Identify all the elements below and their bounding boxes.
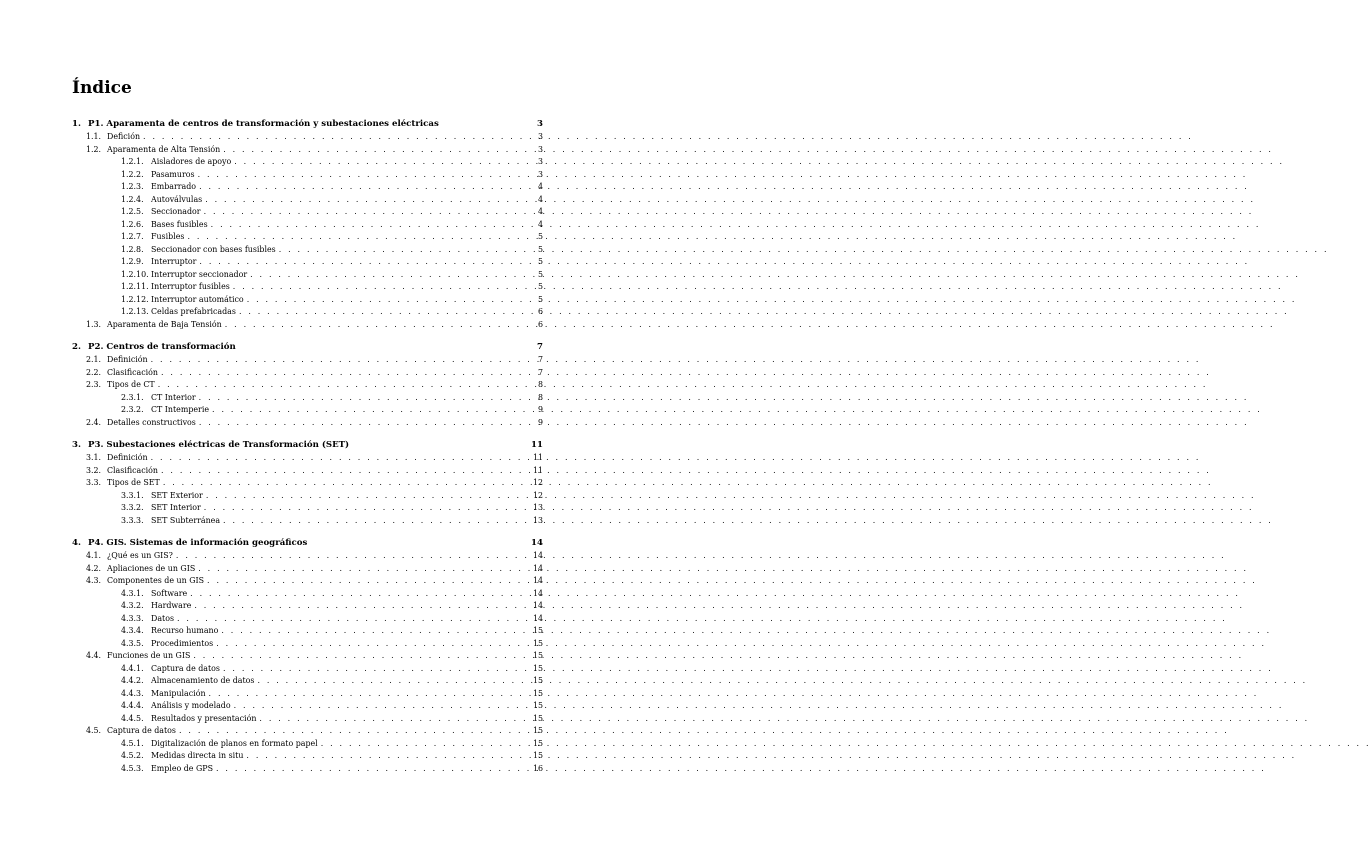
entry-page: 15 <box>532 638 543 648</box>
toc-subsubsection[interactable] <box>72 515 543 528</box>
entry-number: 2.4. <box>86 417 102 427</box>
dot-leader <box>195 563 525 576</box>
entry-number: 2.1. <box>86 355 102 364</box>
entry-page: 5 <box>537 244 543 254</box>
toc-subsubsection[interactable] <box>72 613 543 626</box>
dot-leader <box>231 700 525 713</box>
entry-page: 5 <box>537 257 543 266</box>
toc-subsection[interactable] <box>72 367 543 380</box>
toc-subsubsection[interactable] <box>72 713 543 726</box>
entry-number: 4.3.4. <box>121 626 144 635</box>
dot-leader <box>155 379 525 392</box>
entry-page: 15 <box>532 726 543 735</box>
entry-number: 4.4. <box>86 651 102 660</box>
entry-title: Almacenamiento de datos <box>151 676 255 685</box>
entry-title: Captura de datos <box>151 663 220 673</box>
dot-leader <box>160 477 525 490</box>
toc-subsubsection[interactable] <box>72 625 543 638</box>
dot-leader <box>174 613 525 626</box>
entry-page: 3 <box>537 132 543 141</box>
entry-page: 7 <box>537 355 543 364</box>
entry-page: 5 <box>537 294 543 304</box>
dot-leader <box>222 319 525 332</box>
entry-number: 1.2.9. <box>121 257 144 266</box>
document-page <box>0 0 600 848</box>
dot-leader <box>244 294 525 307</box>
entry-number: 4.4.2. <box>121 676 144 685</box>
entry-number: 2.3. <box>86 380 102 389</box>
entry-title: Manipulación <box>151 688 206 698</box>
entry-number: 4.3. <box>86 576 102 585</box>
entry-page: 3 <box>537 119 543 129</box>
entry-title: Tipos de SET <box>107 478 160 487</box>
entry-page: 13 <box>532 503 543 512</box>
entry-page: 15 <box>532 676 543 685</box>
entry-page: 5 <box>537 232 543 241</box>
entry-page: 3 <box>537 144 543 154</box>
entry-number: 4.4.4. <box>121 701 144 710</box>
toc-subsection[interactable] <box>72 563 543 576</box>
table-of-contents <box>72 118 543 775</box>
toc-subsubsection[interactable] <box>72 404 543 417</box>
entry-number: 4.5.1. <box>121 738 144 748</box>
entry-number: 2.2. <box>86 367 102 377</box>
toc-subsubsection[interactable] <box>72 231 543 244</box>
entry-number: 4.3.5. <box>121 638 144 648</box>
toc-subsection[interactable] <box>72 417 543 430</box>
entry-number: 1.2.2. <box>121 169 144 179</box>
entry-title: Detalles constructivos <box>107 417 196 427</box>
dot-leader <box>184 231 525 244</box>
entry-title: Interruptor fusibles <box>151 282 230 291</box>
entry-page: 9 <box>537 405 543 414</box>
entry-number: 1.2. <box>86 144 102 154</box>
dot-leader <box>213 763 525 776</box>
entry-number: 1.2.5. <box>121 207 144 216</box>
entry-page: 15 <box>532 701 543 710</box>
entry-title: Interruptor seccionador <box>151 269 248 279</box>
entry-title: Fusibles <box>151 232 185 241</box>
entry-page: 14 <box>532 563 543 573</box>
entry-title: Embarrado <box>151 182 197 191</box>
dot-leader <box>196 181 525 194</box>
dot-leader <box>190 650 525 663</box>
entry-number: 1.2.6. <box>121 219 144 229</box>
dot-leader <box>220 663 525 676</box>
dot-leader <box>158 465 525 478</box>
entry-number: 3. <box>72 440 81 450</box>
page-title: Índice <box>72 78 132 98</box>
entry-title: Apliaciones de un GIS <box>107 563 196 573</box>
entry-title: CT Intemperie <box>151 405 210 414</box>
entry-title: Funciones de un GIS <box>107 651 191 660</box>
dot-leader <box>140 131 525 144</box>
toc-subsubsection[interactable] <box>72 700 543 713</box>
dot-leader <box>247 269 525 282</box>
entry-title: Resultados y presentación <box>151 713 257 723</box>
entry-title: Definición <box>107 453 148 462</box>
entry-page: 4 <box>537 194 543 204</box>
toc-subsubsection[interactable] <box>72 256 543 269</box>
dot-leader <box>148 354 525 367</box>
entry-number: 2.3.2. <box>121 405 144 414</box>
entry-title: P3. Subestaciones eléctricas de Transformación (SET) <box>88 440 350 450</box>
entry-title: CT Interior <box>151 392 196 402</box>
entry-page: 11 <box>531 440 543 450</box>
entry-title: Clasificación <box>107 465 159 475</box>
toc-subsubsection[interactable] <box>72 194 543 207</box>
entry-title: Aisladores de apoyo <box>151 157 232 166</box>
dot-leader <box>204 575 525 588</box>
dot-leader <box>213 638 525 651</box>
toc-subsubsection[interactable] <box>72 181 543 194</box>
entry-number: 3.3.1. <box>121 490 144 500</box>
entry-page: 9 <box>537 417 543 427</box>
toc-subsubsection[interactable] <box>72 219 543 232</box>
entry-title: SET Interior <box>151 503 201 512</box>
entry-number: 4. <box>72 538 81 548</box>
entry-page: 14 <box>532 576 543 585</box>
toc-subsubsection[interactable] <box>72 663 543 676</box>
toc-subsubsection[interactable] <box>72 269 543 282</box>
entry-number: 1.2.7. <box>121 232 144 241</box>
dot-leader <box>276 244 525 257</box>
toc-subsubsection[interactable] <box>72 281 543 294</box>
entry-title: Bases fusibles <box>151 219 208 229</box>
entry-page: 13 <box>532 515 543 525</box>
entry-title: Hardware <box>151 601 192 610</box>
entry-number: 3.3.2. <box>121 503 144 512</box>
dot-leader <box>187 588 525 601</box>
entry-page: 4 <box>537 219 543 229</box>
toc-subsection[interactable] <box>72 354 543 367</box>
entry-page: 15 <box>532 688 543 698</box>
entry-page: 6 <box>537 319 543 329</box>
entry-title: Celdas prefabricadas <box>151 307 236 316</box>
entry-title: Interruptor <box>151 257 197 266</box>
dot-leader <box>220 144 525 157</box>
entry-title: P1. Aparamenta de centros de transformación y subestaciones eléctricas <box>88 119 439 129</box>
dot-leader <box>230 281 525 294</box>
dot-leader <box>196 256 525 269</box>
entry-title: Recurso humano <box>151 626 219 635</box>
toc-section[interactable] <box>72 439 543 452</box>
entry-page: 6 <box>537 307 543 316</box>
entry-number: 1.3. <box>86 319 102 329</box>
toc-subsubsection[interactable] <box>72 638 543 651</box>
dot-leader <box>173 550 525 563</box>
toc-subsubsection[interactable] <box>72 294 543 307</box>
entry-number: 3.3.3. <box>121 515 144 525</box>
entry-title: Tipos de CT <box>107 380 155 389</box>
entry-page: 15 <box>532 713 543 723</box>
entry-title: Software <box>151 588 188 598</box>
entry-number: 4.3.2. <box>121 601 144 610</box>
entry-page: 11 <box>532 465 543 475</box>
entry-number: 1.2.13. <box>121 307 149 316</box>
entry-number: 4.4.5. <box>121 713 144 723</box>
entry-title: Pasamuros <box>151 169 195 179</box>
entry-title: Seccionador <box>151 207 201 216</box>
toc-subsection[interactable] <box>72 452 543 465</box>
entry-page: 14 <box>532 601 543 610</box>
entry-page: 4 <box>537 182 543 191</box>
dot-leader <box>243 750 525 763</box>
dot-leader <box>208 219 525 232</box>
toc-section[interactable] <box>72 118 543 131</box>
toc-subsection[interactable] <box>72 465 543 478</box>
entry-page: 3 <box>537 157 543 166</box>
entry-page: 8 <box>537 380 543 389</box>
entry-page: 15 <box>532 651 543 660</box>
dot-leader <box>196 392 525 405</box>
toc-subsubsection[interactable] <box>72 738 543 751</box>
entry-title: Empleo de GPS <box>151 763 213 773</box>
entry-page: 7 <box>537 342 543 352</box>
entry-title: Interruptor automático <box>151 294 244 304</box>
entry-title: P4. GIS. Sistemas de información geográficos <box>88 538 308 548</box>
entry-page: 14 <box>531 538 543 548</box>
toc-subsection[interactable] <box>72 477 543 490</box>
entry-number: 1. <box>72 119 81 129</box>
entry-number: 1.2.4. <box>121 194 144 204</box>
toc-subsubsection[interactable] <box>72 675 543 688</box>
entry-title: P2. Centros de transformación <box>88 342 236 352</box>
entry-title: Aparamenta de Baja Tensión <box>107 319 222 329</box>
toc-subsubsection[interactable] <box>72 392 543 405</box>
entry-title: Clasificación <box>107 367 159 377</box>
entry-page: 3 <box>537 169 543 179</box>
dot-leader <box>218 625 525 638</box>
toc-subsection[interactable] <box>72 144 543 157</box>
entry-title: Aparamenta de Alta Tensión <box>107 144 221 154</box>
entry-title: Digitalización de planos en formato papel <box>151 738 318 748</box>
toc-subsubsection[interactable] <box>72 688 543 701</box>
toc-subsection[interactable] <box>72 550 543 563</box>
entry-page: 12 <box>532 490 543 500</box>
entry-number: 1.2.8. <box>121 244 144 254</box>
dot-leader <box>254 675 525 688</box>
entry-page: 15 <box>532 738 543 748</box>
entry-number: 4.1. <box>86 551 102 560</box>
toc-subsubsection[interactable] <box>72 206 543 219</box>
entry-number: 4.4.1. <box>121 663 144 673</box>
entry-page: 11 <box>532 453 543 462</box>
toc-subsubsection[interactable] <box>72 588 543 601</box>
dot-leader <box>191 600 525 613</box>
toc-subsubsection[interactable] <box>72 750 543 763</box>
toc-subsubsection[interactable] <box>72 490 543 503</box>
entry-title: Procedimientos <box>151 638 214 648</box>
dot-leader <box>148 452 525 465</box>
toc-section[interactable] <box>72 537 543 550</box>
entry-number: 1.2.3. <box>121 182 144 191</box>
dot-leader <box>256 713 525 726</box>
toc-subsubsection[interactable] <box>72 244 543 257</box>
entry-number: 4.5.3. <box>121 763 144 773</box>
entry-page: 5 <box>537 269 543 279</box>
entry-page: 14 <box>532 613 543 623</box>
toc-subsection[interactable] <box>72 650 543 663</box>
dot-leader <box>236 306 525 319</box>
entry-number: 2. <box>72 342 81 352</box>
entry-page: 7 <box>537 367 543 377</box>
entry-page: 15 <box>532 751 543 760</box>
toc-subsection[interactable] <box>72 131 543 144</box>
toc-subsection[interactable] <box>72 319 543 332</box>
toc-subsubsection[interactable] <box>72 156 543 169</box>
toc-subsubsection[interactable] <box>72 763 543 776</box>
entry-page: 12 <box>532 478 543 487</box>
dot-leader <box>202 194 525 207</box>
dot-leader <box>231 156 525 169</box>
dot-leader <box>220 515 525 528</box>
entry-number: 1.2.11. <box>121 282 149 291</box>
entry-page: 4 <box>537 207 543 216</box>
entry-number: 4.5.2. <box>121 751 144 760</box>
toc-subsubsection[interactable] <box>72 502 543 515</box>
entry-number: 2.3.1. <box>121 392 144 402</box>
dot-leader <box>318 738 525 751</box>
entry-title: Datos <box>151 613 175 623</box>
entry-title: Medidas directa in situ <box>151 751 244 760</box>
entry-title: Análisis y modelado <box>151 701 231 710</box>
entry-number: 4.3.1. <box>121 588 144 598</box>
entry-page: 14 <box>532 551 543 560</box>
toc-subsubsection[interactable] <box>72 169 543 182</box>
entry-number: 4.4.3. <box>121 688 144 698</box>
dot-leader <box>176 725 525 738</box>
dot-leader <box>196 417 525 430</box>
entry-page: 16 <box>532 763 543 773</box>
entry-title: Defición <box>107 132 141 141</box>
entry-title: Componentes de un GIS <box>107 576 205 585</box>
toc-subsection[interactable] <box>72 575 543 588</box>
dot-leader <box>158 367 525 380</box>
dot-leader <box>201 206 525 219</box>
toc-subsubsection[interactable] <box>72 306 543 319</box>
entry-title: SET Subterránea <box>151 515 221 525</box>
toc-subsection[interactable] <box>72 379 543 392</box>
entry-number: 3.2. <box>86 465 102 475</box>
dot-leader <box>206 688 525 701</box>
entry-title: SET Exterior <box>151 490 203 500</box>
entry-number: 1.1. <box>86 132 102 141</box>
toc-subsubsection[interactable] <box>72 600 543 613</box>
entry-number: 3.3. <box>86 478 102 487</box>
entry-number: 3.1. <box>86 453 102 462</box>
entry-page: 15 <box>532 626 543 635</box>
entry-number: 1.2.1. <box>121 157 144 166</box>
entry-number: 4.3.3. <box>121 613 144 623</box>
entry-title: Definición <box>107 355 148 364</box>
entry-title: Captura de datos <box>107 726 176 735</box>
dot-leader <box>201 502 525 515</box>
entry-title: ¿Qué es un GIS? <box>107 551 173 560</box>
dot-leader <box>195 169 525 182</box>
toc-section[interactable] <box>72 341 543 354</box>
toc-subsection[interactable] <box>72 725 543 738</box>
dot-leader <box>209 404 525 417</box>
entry-number: 4.2. <box>86 563 102 573</box>
entry-number: 1.2.10. <box>121 269 149 279</box>
dot-leader <box>203 490 525 503</box>
entry-page: 14 <box>532 588 543 598</box>
entry-page: 5 <box>537 282 543 291</box>
entry-number: 1.2.12. <box>121 294 149 304</box>
entry-title: Autoválvulas <box>151 194 203 204</box>
entry-number: 4.5. <box>86 726 102 735</box>
entry-page: 15 <box>532 663 543 673</box>
entry-title: Seccionador con bases fusibles <box>151 244 276 254</box>
entry-page: 8 <box>537 392 543 402</box>
